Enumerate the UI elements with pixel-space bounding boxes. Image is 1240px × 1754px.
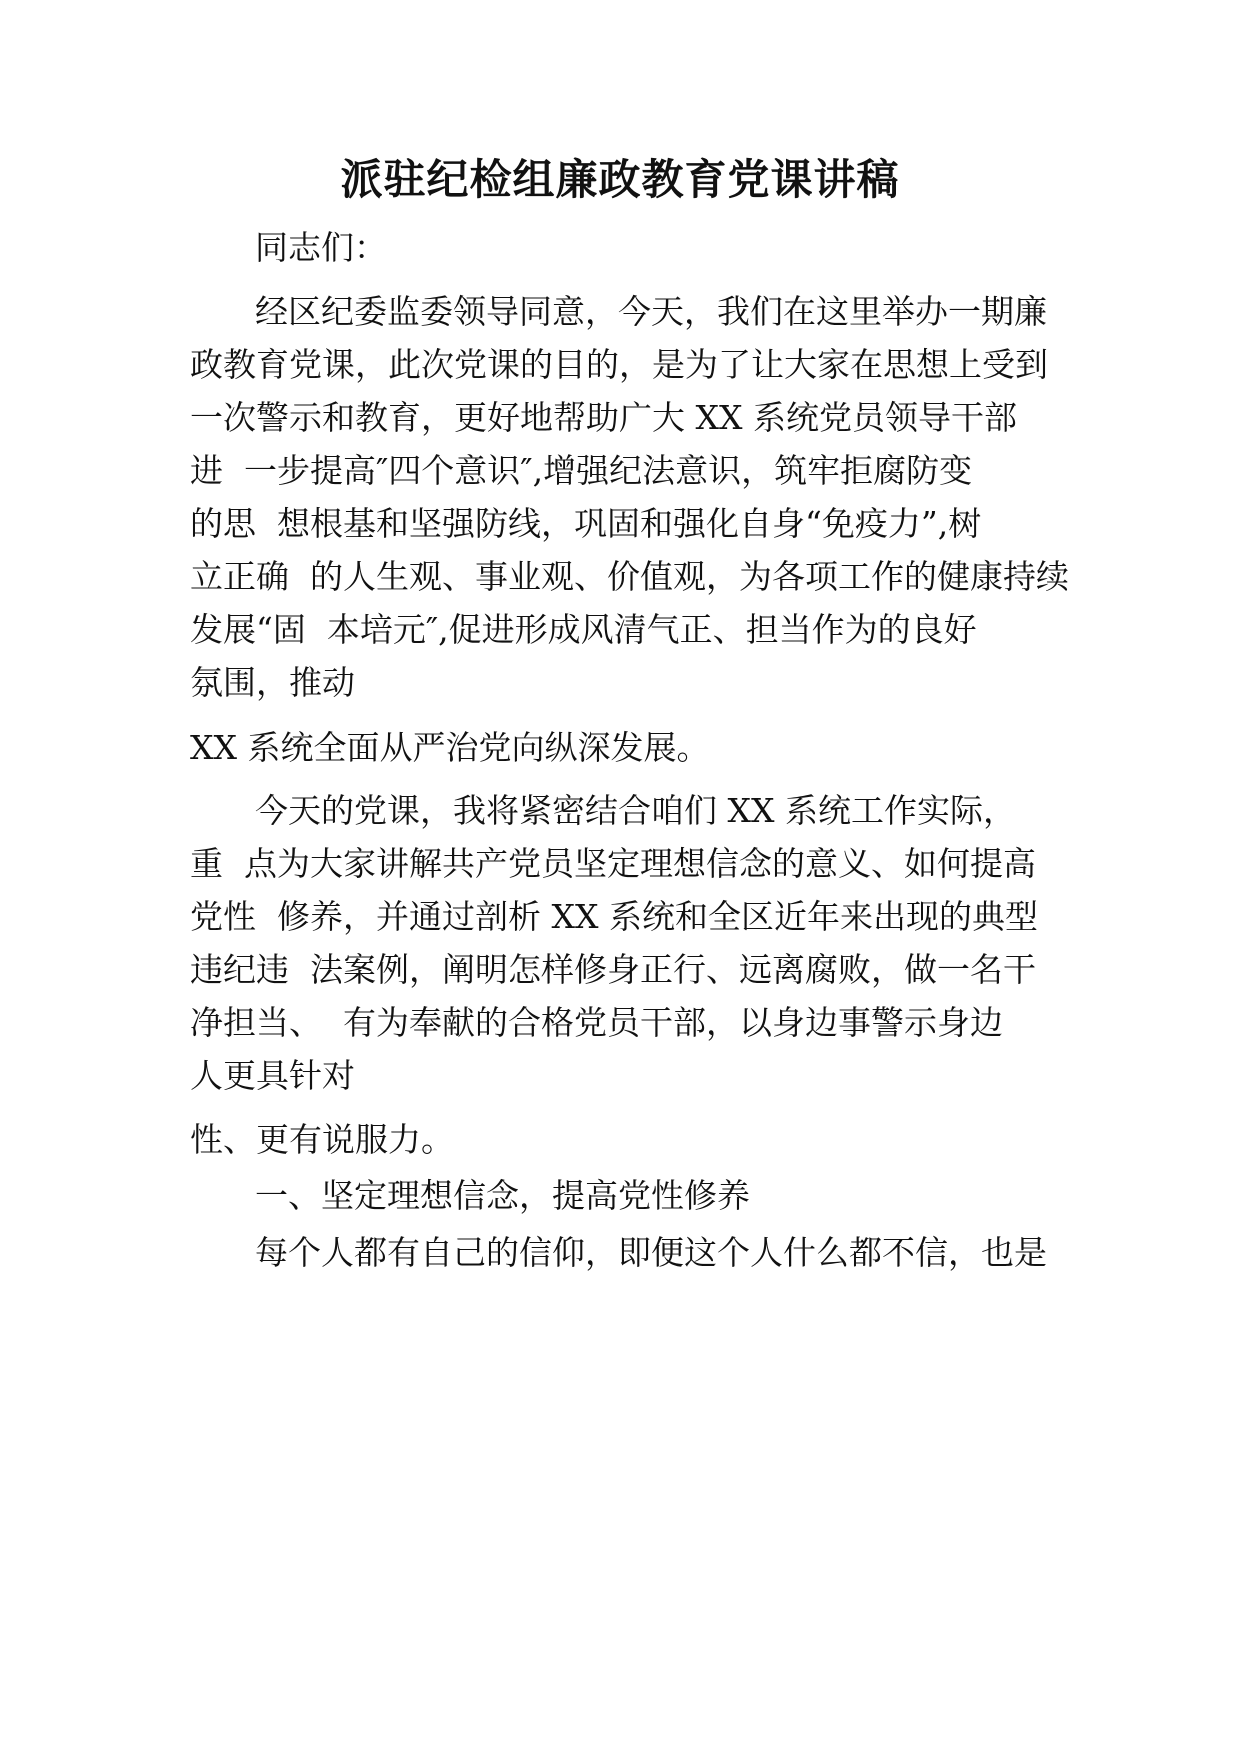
paragraph-line: 进 一步提高″四个意识″,增强纪法意识，筑牢拒腐防变 [190,451,973,490]
paragraph-line: 一次警示和教育，更好地帮助广大 XX 系统党员领导干部 [190,398,1017,437]
document-title: 派驻纪检组廉政教育党课讲稿 [340,155,900,204]
paragraph-line: 立正确 的人生观、事业观、价值观，为各项工作的健康持续 [190,557,1069,596]
paragraph-line: 今天的党课，我将紧密结合咱们 XX 系统工作实际， [255,791,1016,830]
paragraph-line: 经区纪委监委领导同意，今天，我们在这里举办一期廉 [255,292,1047,331]
paragraph-line: 党性 修养，并通过剖析 XX 系统和全区近年来出现的典型 [190,897,1038,936]
paragraph-line: 政教育党课，此次党课的目的，是为了让大家在思想上受到 [190,345,1048,384]
paragraph-line: 每个人都有自己的信仰，即便这个人什么都不信，也是 [255,1233,1047,1272]
paragraph-line: 的思 想根基和坚强防线，巩固和强化自身“免疫力”,树 [190,504,982,543]
paragraph-line: 人更具针对 [190,1056,355,1095]
paragraph-line: XX 系统全面从严治党向纵深发展。 [190,728,710,767]
paragraph-line: 重 点为大家讲解共产党员坚定理想信念的意义、如何提高 [190,844,1036,883]
section-heading: 一、坚定理想信念，提高党性修养 [255,1176,750,1215]
salutation: 同志们： [255,228,387,267]
paragraph-line: 发展“固 本培元″,促进形成风清气正、担当作为的良好 [190,610,977,649]
paragraph-line: 违纪违 法案例，阐明怎样修身正行、远离腐败，做一名干 [190,950,1036,989]
paragraph-line: 性、更有说服力。 [190,1120,454,1159]
paragraph-line: 氛围，推动 [190,663,355,702]
paragraph-line: 净担当、 有为奉献的合格党员干部，以身边事警示身边 [190,1003,1003,1042]
